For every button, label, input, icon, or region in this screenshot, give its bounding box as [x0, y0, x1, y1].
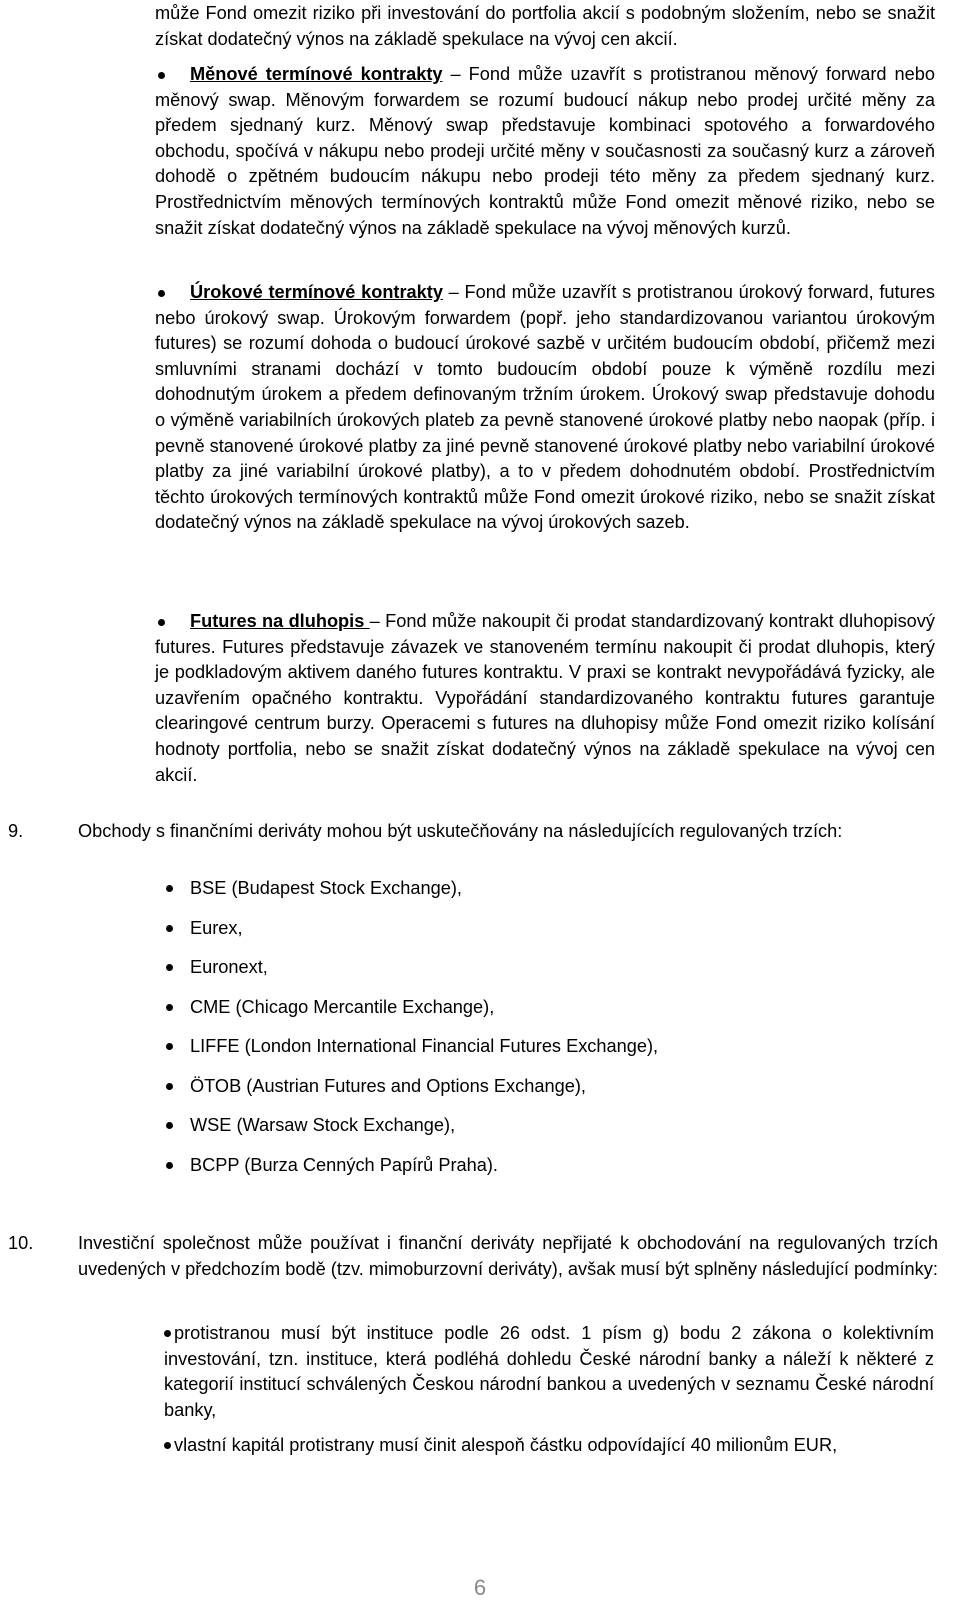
- item-10-number: 10.: [8, 1233, 34, 1253]
- bullet-dot: [164, 1330, 171, 1337]
- item-9-number: 9.: [8, 821, 24, 841]
- list-item: CME (Chicago Mercantile Exchange),: [164, 995, 864, 1035]
- regulated-markets-list: [164, 876, 864, 1192]
- list-item: Euronext,: [164, 955, 864, 995]
- item-10-text: Investiční společnost může používat i finanční deriváty nepřijaté k obchodování na regulovaných trzích uvedených v předchozím bodě (tzv. mimoburzovní deriváty), avšak musí být splněny následující podmínky:: [78, 1233, 938, 1279]
- bullet-dot: [166, 964, 173, 971]
- bullet-dot: [166, 1043, 173, 1050]
- bullet-dot: [166, 1004, 173, 1011]
- bullet-currency-derivatives: [155, 62, 935, 241]
- bullet-interest-derivatives: [155, 280, 935, 536]
- bullet-dot: [166, 1122, 173, 1129]
- bullet-dot: [164, 1442, 171, 1449]
- list-item: LIFFE (London International Financial Futures Exchange),: [164, 1034, 864, 1074]
- list-item: ÖTOB (Austrian Futures and Options Exchange),: [164, 1074, 864, 1114]
- bullet-term: Futures na dluhopis: [190, 611, 370, 631]
- continuation-paragraph: [155, 1, 935, 52]
- bullet-dot: [166, 885, 173, 892]
- bullet-text: – Fond může uzavřít s protistranou měnový forward nebo měnový swap. Měnovým forwardem se rozumí budoucí nákup nebo prodej určité měny za předem sjednaný kurz. Měnový swap představuje kombinaci spotového a forwardového obchodu, spočívá v nákupu nebo prodeji určité měny v současnosti za současný kurz a zároveň dohodě o zpětném budoucím nákupu nebo prodeji této měny za předem sjednaný kurz. Prostřednictvím měnových termínových kontraktů může Fond omezit měnové riziko, nebo se snažit získat dodatečný výnos na základě spekulace na vývoj měnových kurzů.: [155, 64, 935, 238]
- bullet-text: – Fond může uzavřít s protistranou úrokový forward, futures nebo úrokový swap. Úrokovým forwardem (popř. jeho standardizovanou variantou úrokovým futures) se rozumí dohoda o budoucí úrokové sazbě v určitém budoucím období, přičemž mezi smluvními stranami dochází v tomto budoucím období pouze k výměně rozdílu mezi dohodnutým úrokem a předem definovaným tržním úrokem. Úrokový swap představuje dohodu o výměně variabilních úrokových plateb za pevně stanovené úrokové platby nebo naopak (příp. i pevně stanovené úrokové platby za jiné pevně stanovené úrokové platby nebo variabilní úrokové platby za jiné variabilní úrokové platby), a to v předem dohodnutém období. Prostřednictvím těchto úrokových termínových kontraktů může Fond omezit úrokové riziko, nebo se snažit získat dodatečný výnos na základě spekulace na vývoj úrokových sazeb.: [155, 282, 935, 533]
- bullet-term: Úrokové termínové kontrakty: [190, 282, 443, 302]
- condition-text: vlastní kapitál protistrany musí činit alespoň částku odpovídající 40 milionům EUR,: [174, 1435, 838, 1455]
- item-9-text: Obchody s finančními deriváty mohou být uskutečňovány na následujících regulovaných trzích:: [78, 821, 843, 841]
- condition-item: [164, 1321, 934, 1423]
- bullet-bond-futures: [155, 609, 935, 788]
- list-item: Eurex,: [164, 916, 864, 956]
- bullet-dot: [166, 1162, 173, 1169]
- bullet-text: – Fond může nakoupit či prodat standardizovaný kontrakt dluhopisový futures. Futures představuje závazek ve stanoveném termínu nakoupit či prodat dluhopis, který je podkladovým aktivem daného futures kontraktu. V praxi se kontrakt nevypořádává fyzicky, ale uzavřením opačného kontraktu. Vypořádání standardizovaného kontraktu futures garantuje clearingové centrum burzy. Operacemi s futures na dluhopisy může Fond omezit riziko kolísání hodnoty portfolia, nebo se snažit získat dodatečný výnos na základě spekulace na vývoj cen akcií.: [155, 611, 935, 785]
- continuation-text: může Fond omezit riziko při investování do portfolia akcií s podobným složením, nebo se snažit získat dodatečný výnos na základě spekulace na vývoj cen akcií.: [155, 3, 935, 49]
- list-item: BCPP (Burza Cenných Papírů Praha).: [164, 1153, 864, 1193]
- list-item: WSE (Warsaw Stock Exchange),: [164, 1113, 864, 1153]
- condition-item: [164, 1433, 934, 1459]
- bullet-term: Měnové termínové kontrakty: [190, 64, 443, 84]
- page-number: 6: [473, 1575, 487, 1600]
- list-item: BSE (Budapest Stock Exchange),: [164, 876, 864, 916]
- bullet-dot: [166, 1083, 173, 1090]
- condition-text: protistranou musí být instituce podle 26 odst. 1 písm g) bodu 2 zákona o kolektivním investování, tzn. instituce, která podléhá dohledu České národní banky a náleží k některé z kategorií institucí schválených Českou národní bankou a uvedených v seznamu České národní banky,: [164, 1323, 934, 1420]
- bullet-dot: [166, 925, 173, 932]
